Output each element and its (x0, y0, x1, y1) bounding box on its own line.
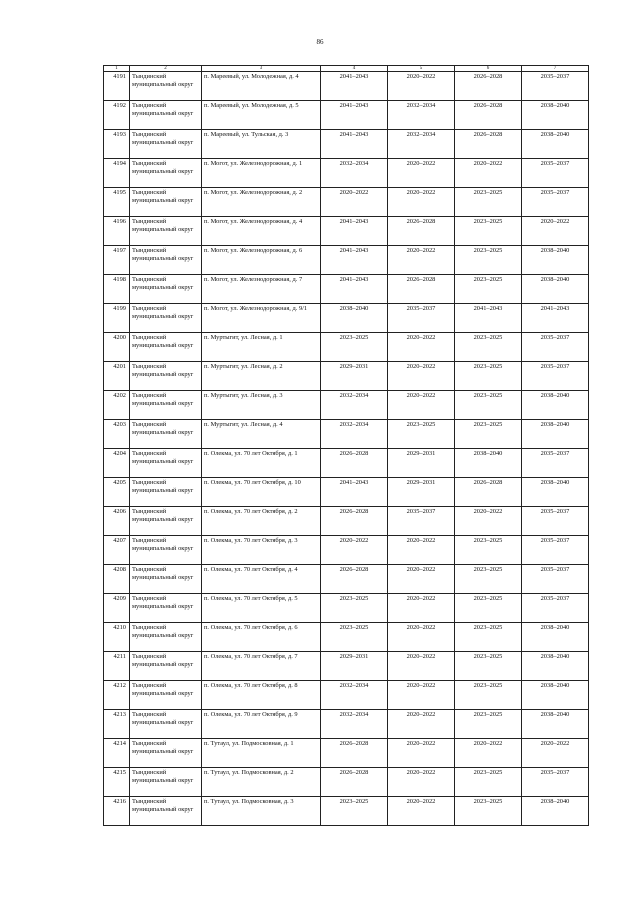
period-cell: 2020–2022 (388, 768, 455, 797)
period-cell: 2026–2028 (455, 478, 522, 507)
period-cell: 2041–2043 (321, 101, 388, 130)
table-row (104, 159, 589, 188)
period-cell: 2020–2022 (388, 594, 455, 623)
row-number: 4216 (104, 797, 130, 826)
period-cell: 2038–2040 (522, 623, 589, 652)
period-cell: 2020–2022 (455, 507, 522, 536)
period-cell: 2023–2025 (455, 333, 522, 362)
row-number: 4200 (104, 333, 130, 362)
period-cell: 2020–2022 (388, 333, 455, 362)
period-cell: 2020–2022 (388, 391, 455, 420)
period-cell: 2032–2034 (388, 130, 455, 159)
row-number: 4210 (104, 623, 130, 652)
row-number: 4201 (104, 362, 130, 391)
period-cell: 2023–2025 (455, 391, 522, 420)
row-number: 4194 (104, 159, 130, 188)
period-cell: 2038–2040 (522, 101, 589, 130)
row-number: 4193 (104, 130, 130, 159)
address-cell: п. Олекма, ул. 70 лет Октября, д. 3 (202, 536, 321, 565)
period-cell: 2020–2022 (321, 188, 388, 217)
table-row (104, 420, 589, 449)
period-cell: 2032–2034 (321, 681, 388, 710)
row-number: 4191 (104, 72, 130, 101)
address-cell: п. Муртыгит, ул. Лесная, д. 2 (202, 362, 321, 391)
district-cell: Тындинский муниципальный округ (130, 275, 202, 304)
address-cell: п. Олекма, ул. 70 лет Октября, д. 1 (202, 449, 321, 478)
column-header: 1 (104, 66, 130, 72)
row-number: 4204 (104, 449, 130, 478)
column-header: 2 (130, 66, 202, 72)
period-cell: 2035–2037 (522, 768, 589, 797)
period-cell: 2023–2025 (455, 275, 522, 304)
district-cell: Тындинский муниципальный округ (130, 797, 202, 826)
period-cell: 2020–2022 (388, 246, 455, 275)
period-cell: 2023–2025 (455, 420, 522, 449)
district-cell: Тындинский муниципальный округ (130, 101, 202, 130)
row-number: 4215 (104, 768, 130, 797)
table-row (104, 623, 589, 652)
column-header: 6 (455, 66, 522, 72)
period-cell: 2020–2022 (321, 536, 388, 565)
period-cell: 2026–2028 (321, 449, 388, 478)
period-cell: 2020–2022 (388, 188, 455, 217)
period-cell: 2038–2040 (522, 710, 589, 739)
district-cell: Тындинский муниципальный округ (130, 188, 202, 217)
period-cell: 2020–2022 (388, 681, 455, 710)
period-cell: 2038–2040 (522, 130, 589, 159)
district-cell: Тындинский муниципальный округ (130, 739, 202, 768)
period-cell: 2023–2025 (455, 246, 522, 275)
period-cell: 2035–2037 (522, 594, 589, 623)
row-number: 4195 (104, 188, 130, 217)
period-cell: 2026–2028 (388, 217, 455, 246)
period-cell: 2041–2043 (321, 130, 388, 159)
row-number: 4199 (104, 304, 130, 333)
period-cell: 2023–2025 (455, 681, 522, 710)
table-body (104, 72, 589, 826)
district-cell: Тындинский муниципальный округ (130, 681, 202, 710)
column-header: 4 (321, 66, 388, 72)
district-cell: Тындинский муниципальный округ (130, 710, 202, 739)
period-cell: 2020–2022 (388, 739, 455, 768)
row-number: 4205 (104, 478, 130, 507)
address-cell: п. Могот, ул. Железнодорожная, д. 6 (202, 246, 321, 275)
table-row (104, 652, 589, 681)
table-row (104, 449, 589, 478)
period-cell: 2032–2034 (321, 159, 388, 188)
table-row (104, 304, 589, 333)
table-row (104, 710, 589, 739)
period-cell: 2038–2040 (455, 449, 522, 478)
period-cell: 2023–2025 (455, 217, 522, 246)
period-cell: 2023–2025 (455, 594, 522, 623)
row-number: 4211 (104, 652, 130, 681)
period-cell: 2026–2028 (455, 101, 522, 130)
row-number: 4212 (104, 681, 130, 710)
period-cell: 2038–2040 (522, 275, 589, 304)
column-header: 3 (202, 66, 321, 72)
period-cell: 2023–2025 (321, 594, 388, 623)
district-cell: Тындинский муниципальный округ (130, 768, 202, 797)
period-cell: 2038–2040 (522, 478, 589, 507)
period-cell: 2038–2040 (522, 652, 589, 681)
period-cell: 2020–2022 (388, 565, 455, 594)
row-number: 4213 (104, 710, 130, 739)
row-number: 4206 (104, 507, 130, 536)
period-cell: 2035–2037 (388, 507, 455, 536)
period-cell: 2020–2022 (388, 710, 455, 739)
row-number: 4198 (104, 275, 130, 304)
row-number: 4207 (104, 536, 130, 565)
period-cell: 2023–2025 (455, 536, 522, 565)
period-cell: 2020–2022 (388, 362, 455, 391)
district-cell: Тындинский муниципальный округ (130, 536, 202, 565)
address-cell: п. Олекма, ул. 70 лет Октября, д. 2 (202, 507, 321, 536)
period-cell: 2029–2031 (321, 652, 388, 681)
address-cell: п. Тутаул, ул. Подмосковная, д. 1 (202, 739, 321, 768)
period-cell: 2023–2025 (455, 362, 522, 391)
address-cell: п. Муртыгит, ул. Лесная, д. 3 (202, 391, 321, 420)
period-cell: 2038–2040 (522, 797, 589, 826)
period-cell: 2020–2022 (388, 652, 455, 681)
period-cell: 2041–2043 (321, 72, 388, 101)
district-cell: Тындинский муниципальный округ (130, 623, 202, 652)
table-row (104, 536, 589, 565)
period-cell: 2020–2022 (388, 623, 455, 652)
period-cell: 2023–2025 (455, 188, 522, 217)
period-cell: 2032–2034 (388, 101, 455, 130)
district-cell: Тындинский муниципальный округ (130, 217, 202, 246)
table-row (104, 333, 589, 362)
row-number: 4202 (104, 391, 130, 420)
row-number: 4209 (104, 594, 130, 623)
schedule-table (103, 65, 589, 826)
period-cell: 2020–2022 (388, 159, 455, 188)
period-cell: 2020–2022 (522, 739, 589, 768)
address-cell: п. Олекма, ул. 70 лет Октября, д. 8 (202, 681, 321, 710)
table-row (104, 565, 589, 594)
table-row (104, 130, 589, 159)
period-cell: 2029–2031 (321, 362, 388, 391)
address-cell: п. Олекма, ул. 70 лет Октября, д. 10 (202, 478, 321, 507)
period-cell: 2026–2028 (321, 507, 388, 536)
address-cell: п. Могот, ул. Железнодорожная, д. 9/1 (202, 304, 321, 333)
period-cell: 2026–2028 (388, 275, 455, 304)
address-cell: п. Могот, ул. Железнодорожная, д. 4 (202, 217, 321, 246)
table-row (104, 478, 589, 507)
row-number: 4208 (104, 565, 130, 594)
address-cell: п. Тутаул, ул. Подмосковная, д. 2 (202, 768, 321, 797)
column-header: 7 (522, 66, 589, 72)
period-cell: 2023–2025 (455, 768, 522, 797)
address-cell: п. Мареевый, ул. Молодежная, д. 5 (202, 101, 321, 130)
district-cell: Тындинский муниципальный округ (130, 72, 202, 101)
page-number: 86 (316, 38, 324, 46)
table-row (104, 594, 589, 623)
address-cell: п. Могот, ул. Железнодорожная, д. 7 (202, 275, 321, 304)
period-cell: 2041–2043 (522, 304, 589, 333)
table-row (104, 797, 589, 826)
address-cell: п. Мареевый, ул. Молодежная, д. 4 (202, 72, 321, 101)
period-cell: 2023–2025 (455, 710, 522, 739)
address-cell: п. Олекма, ул. 70 лет Октября, д. 4 (202, 565, 321, 594)
address-cell: п. Могот, ул. Железнодорожная, д. 2 (202, 188, 321, 217)
period-cell: 2026–2028 (321, 565, 388, 594)
period-cell: 2035–2037 (522, 536, 589, 565)
district-cell: Тындинский муниципальный округ (130, 594, 202, 623)
period-cell: 2035–2037 (522, 449, 589, 478)
period-cell: 2038–2040 (522, 391, 589, 420)
table-row (104, 739, 589, 768)
period-cell: 2041–2043 (455, 304, 522, 333)
period-cell: 2020–2022 (388, 72, 455, 101)
row-number: 4196 (104, 217, 130, 246)
row-number: 4197 (104, 246, 130, 275)
row-number: 4214 (104, 739, 130, 768)
period-cell: 2035–2037 (522, 188, 589, 217)
period-cell: 2020–2022 (522, 217, 589, 246)
period-cell: 2032–2034 (321, 391, 388, 420)
period-cell: 2035–2037 (522, 72, 589, 101)
row-number: 4192 (104, 101, 130, 130)
table-row (104, 246, 589, 275)
period-cell: 2041–2043 (321, 478, 388, 507)
table-row (104, 217, 589, 246)
period-cell: 2020–2022 (388, 797, 455, 826)
period-cell: 2035–2037 (388, 304, 455, 333)
district-cell: Тындинский муниципальный округ (130, 130, 202, 159)
period-cell: 2023–2025 (321, 333, 388, 362)
district-cell: Тындинский муниципальный округ (130, 362, 202, 391)
period-cell: 2038–2040 (321, 304, 388, 333)
period-cell: 2038–2040 (522, 246, 589, 275)
district-cell: Тындинский муниципальный округ (130, 333, 202, 362)
address-cell: п. Муртыгит, ул. Лесная, д. 1 (202, 333, 321, 362)
table-row (104, 681, 589, 710)
period-cell: 2041–2043 (321, 275, 388, 304)
period-cell: 2035–2037 (522, 333, 589, 362)
row-number: 4203 (104, 420, 130, 449)
table-row (104, 72, 589, 101)
period-cell: 2032–2034 (321, 420, 388, 449)
period-cell: 2020–2022 (388, 536, 455, 565)
period-cell: 2035–2037 (522, 507, 589, 536)
table-row (104, 101, 589, 130)
district-cell: Тындинский муниципальный округ (130, 449, 202, 478)
period-cell: 2041–2043 (321, 217, 388, 246)
table-row (104, 362, 589, 391)
address-cell: п. Тутаул, ул. Подмосковная, д. 3 (202, 797, 321, 826)
district-cell: Тындинский муниципальный округ (130, 159, 202, 188)
address-cell: п. Олекма, ул. 70 лет Октября, д. 5 (202, 594, 321, 623)
period-cell: 2023–2025 (455, 623, 522, 652)
period-cell: 2038–2040 (522, 420, 589, 449)
period-cell: 2026–2028 (321, 739, 388, 768)
address-cell: п. Могот, ул. Железнодорожная, д. 1 (202, 159, 321, 188)
period-cell: 2026–2028 (455, 130, 522, 159)
district-cell: Тындинский муниципальный округ (130, 652, 202, 681)
district-cell: Тындинский муниципальный округ (130, 420, 202, 449)
period-cell: 2029–2031 (388, 478, 455, 507)
period-cell: 2023–2025 (388, 420, 455, 449)
period-cell: 2023–2025 (455, 652, 522, 681)
period-cell: 2023–2025 (455, 797, 522, 826)
period-cell: 2035–2037 (522, 159, 589, 188)
column-header: 5 (388, 66, 455, 72)
period-cell: 2029–2031 (388, 449, 455, 478)
address-cell: п. Мареевый, ул. Тульская, д. 3 (202, 130, 321, 159)
period-cell: 2041–2043 (321, 246, 388, 275)
address-cell: п. Олекма, ул. 70 лет Октября, д. 6 (202, 623, 321, 652)
period-cell: 2026–2028 (455, 72, 522, 101)
district-cell: Тындинский муниципальный округ (130, 565, 202, 594)
table-row (104, 391, 589, 420)
period-cell: 2035–2037 (522, 362, 589, 391)
table-row (104, 275, 589, 304)
period-cell: 2020–2022 (455, 739, 522, 768)
district-cell: Тындинский муниципальный округ (130, 246, 202, 275)
period-cell: 2023–2025 (321, 797, 388, 826)
period-cell: 2023–2025 (455, 565, 522, 594)
district-cell: Тындинский муниципальный округ (130, 478, 202, 507)
address-cell: п. Олекма, ул. 70 лет Октября, д. 9 (202, 710, 321, 739)
period-cell: 2038–2040 (522, 681, 589, 710)
period-cell: 2020–2022 (455, 159, 522, 188)
district-cell: Тындинский муниципальный округ (130, 391, 202, 420)
period-cell: 2032–2034 (321, 710, 388, 739)
district-cell: Тындинский муниципальный округ (130, 304, 202, 333)
address-cell: п. Муртыгит, ул. Лесная, д. 4 (202, 420, 321, 449)
period-cell: 2023–2025 (321, 623, 388, 652)
table-row (104, 507, 589, 536)
address-cell: п. Олекма, ул. 70 лет Октября, д. 7 (202, 652, 321, 681)
table-row (104, 188, 589, 217)
period-cell: 2035–2037 (522, 565, 589, 594)
table-row (104, 768, 589, 797)
district-cell: Тындинский муниципальный округ (130, 507, 202, 536)
period-cell: 2026–2028 (321, 768, 388, 797)
